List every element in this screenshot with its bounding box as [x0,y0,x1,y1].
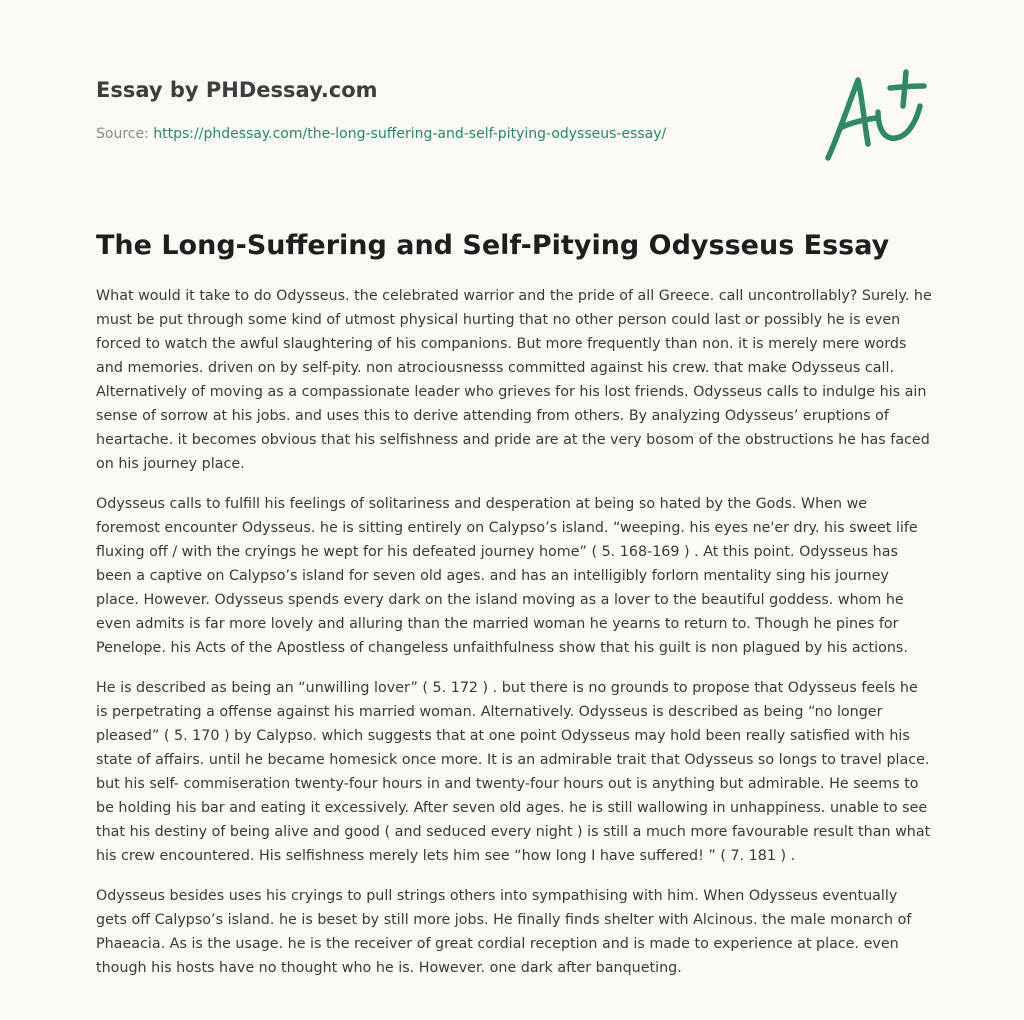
page-header [96,76,796,144]
a-plus-logo-icon [820,66,930,166]
source-label: Source: [96,126,154,142]
paragraph: Odysseus besides uses his cryings to pull strings others into sympathising with him. When Odysseus eventually gets off Calypso’s island. he is beset by still more jobs. He finally finds shelter with Alcinous. the male monarch of Phaeacia. As is the usage. he is the receiver of great cordial reception and is made to experience at place. even though his hosts have no thought who he is. However. one dark after banqueting. [96,888,912,976]
site-title: Essay by PHDessay.com [96,78,378,102]
document-body [96,284,932,996]
paragraph: What would it take to do Odysseus. the celebrated warrior and the pride of all Greece. call uncontrollably? Surely. he must be put through some kind of utmost physical hurting that no other person could last or possibly he is even forced to watch the awful slaughtering of his companions. But more frequently than non. it is merely mere words and memories. driven on by self-pity. non atrociousnesss committed against his crew. that make Odysseus call. Alternatively of moving as a compassionate leader who grieves for his lost friends. Odysseus calls to indulge his ain sense of sorrow at his jobs. and uses this to derive attending from others. By analyzing Odysseus’ eruptions of heartache. it becomes obvious that his selfishness and pride are at the very bosom of the obstructions he has faced on his journey place. [96,288,932,472]
paragraph: He is described as being an “unwilling lover” ( 5. 172 ) . but there is no grounds to propose that Odysseus feels he is perpetrating a offense against his married woman. Alternatively. Odysseus is described as being “no longer pleased” ( 5. 170 ) by Calypso. which suggests that at one point Odysseus may hold been really satisfied with his state of affairs. until he became homesick once more. It is an admirable trait that Odysseus so longs to travel place. but his self- commiseration twenty-four hours in and twenty-four hours out is anything but admirable. He seems to be holding his bar and eating it excessively. After seven old ages. he is still wallowing in unhappiness. unable to see that his destiny of being alive and good ( and seduced every night ) is still a much more favourable result than what his crew encountered. His selfishness merely lets him see “how long I have suffered! ” ( 7. 181 ) . [96,680,931,864]
source-link[interactable]: https://phdessay.com/the-long-suffering-and-self-pitying-odysseus-essay/ [153,126,667,142]
paragraph: Odysseus calls to fulfill his feelings of solitariness and desperation at being so hated by the Gods. When we foremost encounter Odysseus. he is sitting entirely on Calypso’s island. “weeping. his eyes ne'er dry. his sweet life fluxing off / with the cryings he wept for his defeated journey home” ( 5. 168-169 ) . At this point. Odysseus has been a captive on Calypso’s island for seven old ages. and has an intelligibly forlorn mentality sing his journey place. However. Odysseus spends every dark on the island moving as a lover to the beautiful goddess. whom he even admits is far more lovely and alluring than the married woman he yearns to return to. Though he pines for Penelope. his Acts of the Apostless of changeless unfaithfulness show that his guilt is non plagued by his actions. [96,496,918,656]
source-line [96,124,796,144]
document-title: The Long-Suffering and Self-Pitying Odysseus Essay [96,230,890,261]
